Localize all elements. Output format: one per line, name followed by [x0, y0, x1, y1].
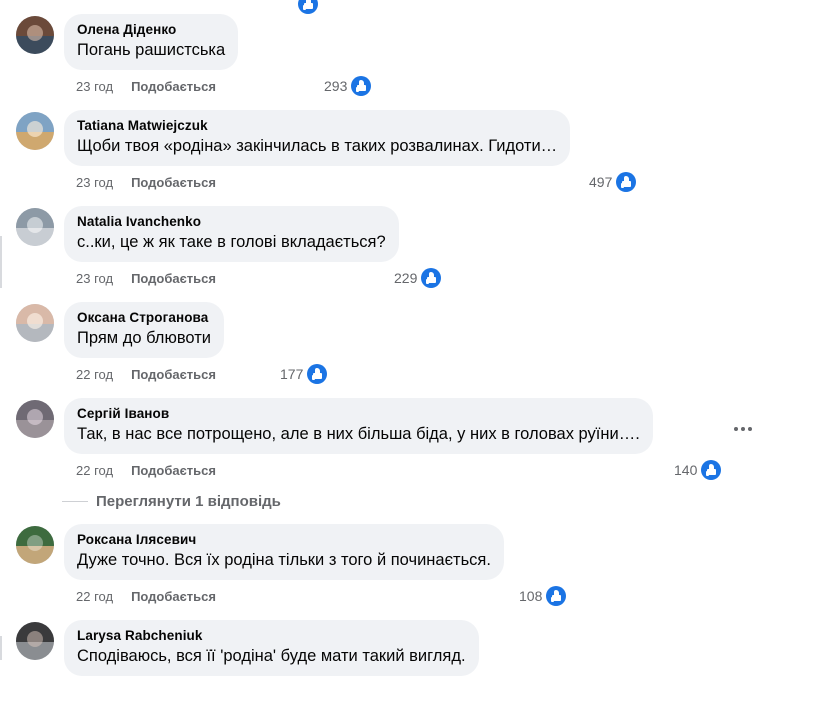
avatar[interactable]: [16, 622, 54, 660]
like-thumb-icon: [307, 364, 327, 384]
comment-text: Прям до блювоти: [77, 329, 211, 347]
reaction-summary[interactable]: [280, 364, 327, 384]
like-button[interactable]: Подобається: [131, 174, 216, 190]
like-button[interactable]: Подобається: [131, 462, 216, 478]
comment-bubble[interactable]: [64, 206, 399, 262]
comment-meta: [76, 266, 814, 290]
comment-bubble[interactable]: [64, 110, 570, 166]
comment-meta: [76, 170, 814, 194]
comment-meta: [76, 74, 814, 98]
comment-meta: [76, 584, 814, 608]
reaction-count: 108: [519, 588, 543, 604]
comment-bubble[interactable]: [64, 620, 479, 676]
comment-list: [0, 14, 814, 678]
reaction-summary[interactable]: [519, 586, 566, 606]
comment-author[interactable]: Оксана Строганова: [77, 310, 209, 325]
comment-timestamp[interactable]: 23 год: [76, 270, 114, 286]
comment-text: Дуже точно. Вся їх родіна тільки з того й починається.: [77, 551, 491, 569]
reaction-summary[interactable]: [674, 460, 721, 480]
comment-meta: [76, 362, 814, 386]
comment-timestamp[interactable]: 22 год: [76, 366, 114, 382]
avatar[interactable]: [16, 208, 54, 246]
comment-author[interactable]: Олена Діденко: [77, 22, 177, 37]
comment-author[interactable]: Natalia Ivanchenko: [77, 214, 202, 229]
comment-text: Погань рашистська: [77, 41, 226, 59]
like-thumb-icon: [298, 0, 318, 14]
comment-bubble[interactable]: [64, 302, 224, 358]
comment-meta: [76, 458, 814, 482]
comment-item: [0, 524, 814, 608]
comment-item: [0, 110, 814, 194]
comment-text: Так, в нас все потрощено, але в них більша біда, у них в головах руїни….: [77, 425, 640, 443]
like-thumb-icon: [546, 586, 566, 606]
view-replies-row[interactable]: [62, 490, 814, 512]
reaction-count: 177: [280, 366, 304, 382]
comment-text: Щоби твоя «родіна» закінчилась в таких розвалинах. Гидоти…: [77, 137, 558, 155]
avatar[interactable]: [16, 112, 54, 150]
like-thumb-icon: [351, 76, 371, 96]
comment-item: [0, 398, 814, 512]
like-button[interactable]: Подобається: [131, 366, 216, 382]
avatar[interactable]: [16, 526, 54, 564]
avatar[interactable]: [16, 400, 54, 438]
comment-timestamp[interactable]: 22 год: [76, 588, 114, 604]
reply-connector-line: [62, 501, 88, 502]
reaction-count: 497: [589, 174, 613, 190]
reaction-count: 229: [394, 270, 418, 286]
comment-item: [0, 302, 814, 386]
comment-timestamp[interactable]: 23 год: [76, 174, 114, 190]
comment-author[interactable]: Tatiana Matwiejczuk: [77, 118, 208, 133]
comment-author[interactable]: Роксана Ілясевич: [77, 532, 197, 547]
reaction-summary[interactable]: [324, 76, 371, 96]
like-thumb-icon: [421, 268, 441, 288]
like-button[interactable]: Подобається: [131, 78, 216, 94]
avatar[interactable]: [16, 304, 54, 342]
comment-item: [0, 620, 814, 676]
reaction-count: 293: [324, 78, 348, 94]
avatar[interactable]: [16, 16, 54, 54]
comment-text: с..ки, це ж як таке в голові вкладається?: [77, 233, 386, 251]
comment-bubble[interactable]: [64, 14, 238, 70]
like-button[interactable]: Подобається: [131, 588, 216, 604]
comment-timestamp[interactable]: 22 год: [76, 462, 114, 478]
comment-options-icon[interactable]: [730, 416, 756, 442]
reaction-summary[interactable]: [589, 172, 636, 192]
like-button[interactable]: Подобається: [131, 270, 216, 286]
like-thumb-icon: [616, 172, 636, 192]
comment-item: [0, 14, 814, 98]
like-thumb-icon: [701, 460, 721, 480]
comment-timestamp[interactable]: 23 год: [76, 78, 114, 94]
comment-bubble[interactable]: [64, 524, 504, 580]
comment-author[interactable]: Сергій Іванов: [77, 406, 170, 421]
view-replies-label[interactable]: Переглянути 1 відповідь: [96, 492, 281, 510]
comment-bubble[interactable]: [64, 398, 653, 454]
reaction-summary[interactable]: [394, 268, 441, 288]
comment-author[interactable]: Larysa Rabcheniuk: [77, 628, 203, 643]
reaction-count: 140: [674, 462, 698, 478]
comment-item: [0, 206, 814, 290]
comment-text: Сподіваюсь, вся її 'родіна' буде мати такий вигляд.: [77, 647, 466, 665]
